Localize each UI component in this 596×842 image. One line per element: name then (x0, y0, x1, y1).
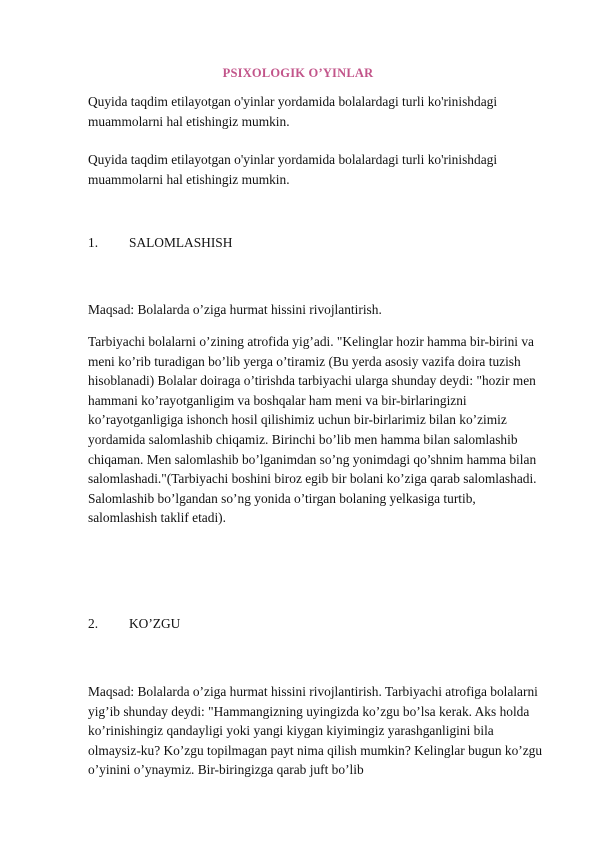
document-title: PSIXOLOGIK O’YINLAR (222, 66, 374, 80)
section-1-body: Tarbiyachi bolalarni o’zining atrofida yig’adi. "Kelinglar hozir hamma bir-birini va meni ko’rib turadigan bo’lib yerga o’tiramiz (Bu yerda asosiy vazifa doira tuzish hisoblanadi) Bolalar doiraga o’tirishda tarbiyachi ularga shunday deydi: "hozir men hammani ko’rayotganligim va boshqalar ham meni va bir-birlaringizni ko’rayotganligiga ishonch hosil qilishimiz uchun bir-birlarimiz bilan ko’zimiz yordamida salomlashib chiqamiz. Birinchi bo’lib men hamma bilan salomlashib chiqaman. Men salomlashib bo’lganimdan so’ng yonimdagi qo’shnim hamma bilan salomlashadi."(Tarbiyachi boshini biroz egib bir bolani ko’ziga qarab salomlashadi. Salomlashib bo’lgandan so’ng yonida o’tirgan bolaning yelkasiga turtib, salomlashish taklif etadi). (88, 334, 537, 526)
section-2-body: Maqsad: Bolalarda o’ziga hurmat hissini rivojlantirish. Tarbiyachi atrofiga bolalarni yig’ib shunday deydi: "Hammangizning uyingizda ko’zgu bo’lsa kerak. Aks holda ko’rinishingiz qandayligi yoki yangi kiygan kiyimingiz yarashganligini bila olmaysiz-ku? Ko’zgu topilmagan payt nima qilish mumkin? Kelinglar bugun ko’zgu o’yinini o’ynaymiz. Bir-biringizga qarab juft bo’lib (88, 684, 543, 778)
intro-paragraph-1: Quyida taqdim etilayotgan o'yinlar yordamida bolalardagi turli ko'rinishdagi muammolarni hal etishingiz mumkin. (88, 94, 498, 129)
section-heading-1 (88, 233, 232, 253)
section-number: 2. (88, 616, 99, 631)
section-heading-2 (88, 614, 180, 634)
section-title: KO’ZGU (129, 616, 181, 631)
section-number: 1. (88, 235, 99, 250)
section-1-goal: Maqsad: Bolalarda o’ziga hurmat hissini rivojlantirish. (88, 302, 382, 317)
section-title: SALOMLASHISH (129, 235, 233, 250)
intro-paragraph-2: Quyida taqdim etilayotgan o'yinlar yordamida bolalardagi turli ko'rinishdagi muammolarni hal etishingiz mumkin. (88, 152, 498, 187)
